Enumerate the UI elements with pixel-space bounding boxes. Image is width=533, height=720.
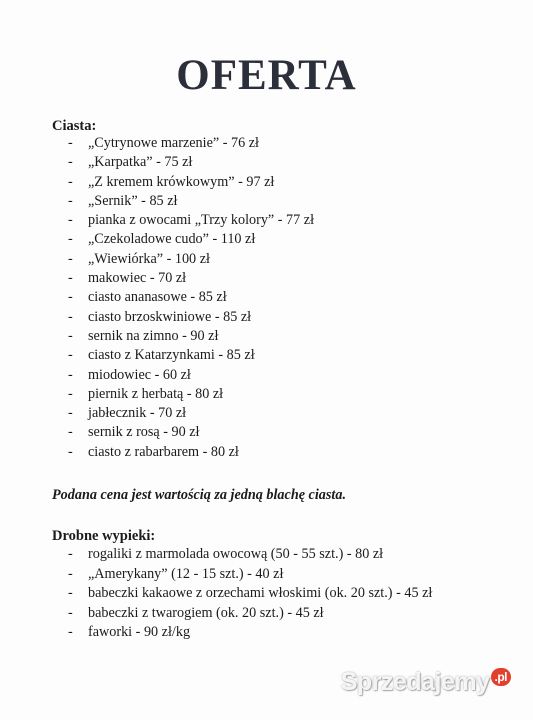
list-item-text: miodowiec - 60 zł [88, 366, 191, 383]
list-item-text: piernik z herbatą - 80 zł [88, 385, 224, 402]
list-bullet: - [68, 327, 73, 344]
list-bullet: - [68, 231, 73, 248]
list-item-text: „Amerykany” (12 - 15 szt.) - 40 zł [88, 565, 284, 582]
pastries-heading: Drobne wypieki: [52, 528, 156, 544]
list-item-text: „Czekoladowe cudo” - 110 zł [88, 231, 256, 248]
list-item-text: ciasto z rabarbarem - 80 zł [88, 443, 239, 460]
list-item-text: ciasto brzoskwiniowe - 85 zł [88, 308, 252, 325]
list-bullet: - [68, 173, 73, 190]
list-item-text: „Karpatka” - 75 zł [88, 154, 193, 171]
list-item-text: „Sernik” - 85 zł [88, 192, 178, 209]
list-item-text: jabłecznik - 70 zł [88, 405, 187, 422]
list-bullet: - [68, 585, 73, 601]
list-bullet: - [68, 385, 73, 402]
page-title: OFERTA [176, 52, 357, 99]
list-item-text: ciasto ananasowe - 85 zł [88, 289, 227, 306]
list-item-text: „Z kremem krówkowym” - 97 zł [88, 173, 275, 190]
list-item-text: makowiec - 70 zł [88, 270, 187, 287]
list-item-text: pianka z owocami „Trzy kolory” - 77 zł [88, 212, 315, 229]
list-bullet: - [68, 546, 73, 562]
list-item-text: sernik z rosą - 90 zł [88, 424, 200, 441]
list-item-text: ciasto z Katarzynkami - 85 zł [88, 347, 255, 364]
list-bullet: - [68, 366, 73, 383]
list-bullet: - [68, 624, 73, 640]
watermark-badge: .pl [491, 668, 512, 686]
price-note: Podana cena jest wartością za jedną blachę ciasta. [52, 487, 346, 503]
list-item-text: „Cytrynowe marzenie” - 76 zł [88, 135, 259, 151]
list-bullet: - [68, 250, 73, 267]
watermark-text: Sprzedajemy [340, 668, 490, 696]
list-bullet: - [68, 604, 73, 621]
list-bullet: - [68, 443, 73, 460]
list-item-text: faworki - 90 zł/kg [88, 624, 191, 640]
list-item-text: sernik na zimno - 90 zł [88, 327, 219, 344]
list-bullet: - [68, 289, 73, 306]
list-bullet: - [68, 212, 73, 229]
list-bullet: - [68, 308, 73, 325]
list-bullet: - [68, 347, 73, 364]
list-bullet: - [68, 405, 73, 422]
list-bullet: - [68, 565, 73, 582]
list-item-text: babeczki z twarogiem (ok. 20 szt.) - 45 zł [88, 604, 324, 621]
watermark-logo [341, 668, 511, 697]
list-bullet: - [68, 135, 73, 151]
list-item-text: „Wiewiórka” - 100 zł [88, 250, 210, 267]
list-bullet: - [68, 192, 73, 209]
cakes-heading: Ciasta: [52, 118, 97, 134]
list-item-text: babeczki kakaowe z orzechami włoskimi (ok. 20 szt.) - 45 zł [88, 585, 433, 601]
list-item-text: rogaliki z marmolada owocową (50 - 55 szt.) - 80 zł [88, 546, 384, 562]
list-bullet: - [68, 424, 73, 441]
list-bullet: - [68, 154, 73, 171]
list-bullet: - [68, 270, 73, 287]
